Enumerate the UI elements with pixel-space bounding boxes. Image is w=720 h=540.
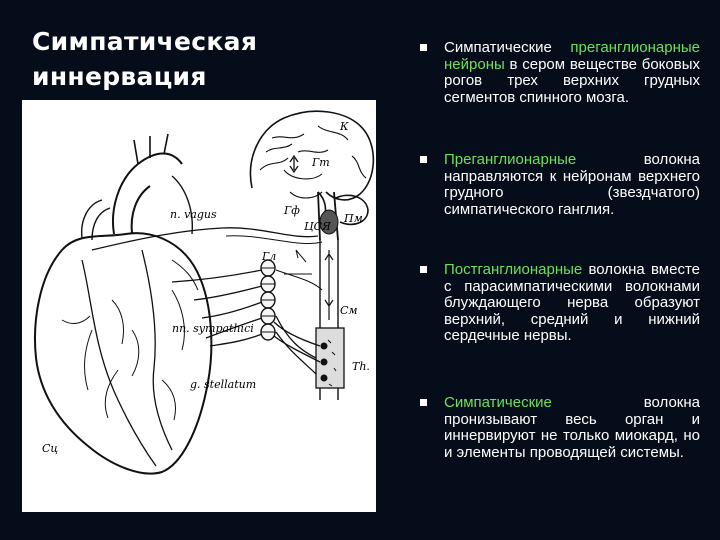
bullet-item bbox=[420, 395, 700, 461]
label-pm: Пм bbox=[344, 212, 363, 225]
label-vagus: n. vagus bbox=[170, 208, 217, 221]
bullet-square-icon bbox=[420, 266, 427, 273]
label-sympathici: nn. sympathici bbox=[172, 322, 254, 335]
label-gt: Гт bbox=[312, 156, 330, 169]
innervation-diagram bbox=[22, 100, 376, 512]
bullet-text-highlight: преганглионарные нейроны bbox=[444, 39, 700, 73]
bullet-text-highlight: Симпатические bbox=[444, 394, 552, 411]
bullet-text-highlight: Постганглионарные bbox=[444, 261, 583, 278]
heart-drawing bbox=[35, 134, 211, 474]
title-line-1: Симпатическая bbox=[32, 27, 258, 56]
label-sm: См bbox=[340, 304, 358, 317]
label-gl: Гл bbox=[262, 250, 277, 263]
bullet-square-icon bbox=[420, 44, 427, 51]
label-gf: Гф bbox=[284, 204, 300, 217]
bullet-square-icon bbox=[420, 156, 427, 163]
bullet-item bbox=[420, 262, 700, 345]
slide-title bbox=[32, 24, 362, 94]
bullet-text-post: волокна пронизывают весь орган и иннервируют не только миокард, но и элементы проводящей системы. bbox=[444, 394, 700, 461]
label-th: Th. bbox=[352, 360, 370, 373]
label-k: К bbox=[340, 120, 349, 133]
bullet-item bbox=[420, 40, 700, 106]
bullet-square-icon bbox=[420, 399, 427, 406]
bullet-text-post: волокна вместе с парасимпатическими волокнами блуждающего нерва образуют верхний, средний и нижний сердечные нервы. bbox=[444, 261, 700, 344]
bullet-item bbox=[420, 152, 700, 218]
title-line-2: иннервация bbox=[32, 62, 207, 91]
sympathetic-chain bbox=[261, 260, 275, 340]
label-tsia: ЦСЯ bbox=[304, 220, 331, 233]
heart-innervation-figure bbox=[22, 100, 376, 512]
label-stellatum: g. stellatum bbox=[190, 378, 257, 391]
bullet-text-pre: Симпатические bbox=[444, 39, 571, 56]
label-sc: Сц bbox=[42, 442, 59, 455]
bullet-text-post: в сером веществе боковых рогов трех верхних грудных сегментов спинного мозга. bbox=[444, 55, 700, 106]
nerve-fibers bbox=[92, 228, 333, 374]
bullet-text-post: волокна направляются к нейронам верхнего грудного (звездчатого) симпатического ганглия. bbox=[444, 151, 700, 218]
bullet-text-highlight: Преганглионарные bbox=[444, 151, 577, 168]
figure-labels bbox=[42, 120, 370, 455]
